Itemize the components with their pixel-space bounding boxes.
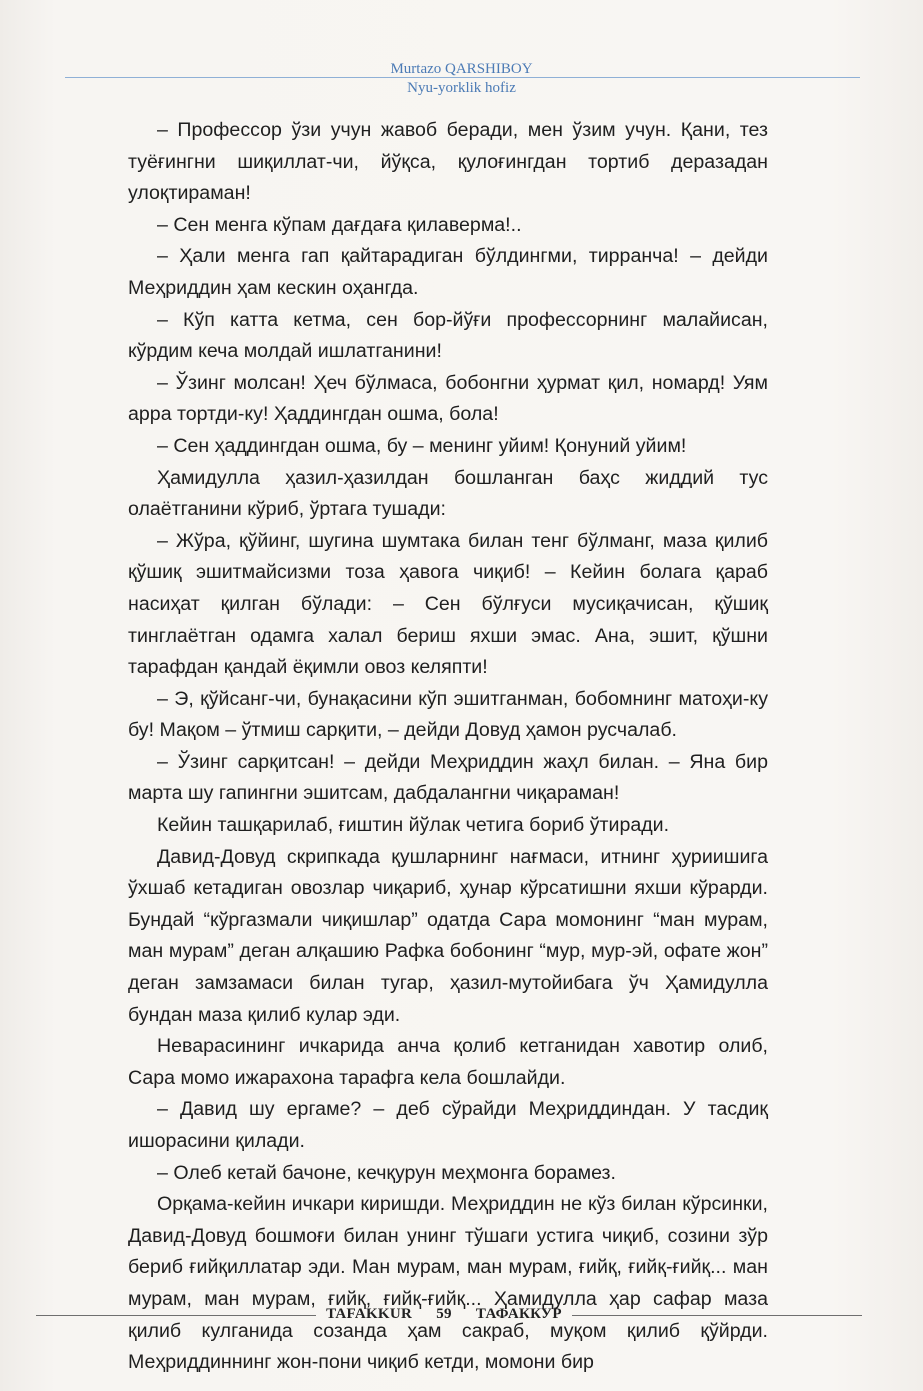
page-footer bbox=[0, 1303, 923, 1327]
paragraph: – Давид шу ергаме? – деб сўрайди Меҳриддиндан. У тасдиқ ишорасини қилади. bbox=[128, 1098, 768, 1152]
footer-magazine-cyrillic: ТАФАККУР bbox=[475, 1306, 562, 1322]
header-rule bbox=[65, 77, 860, 78]
paragraph: – Ўзинг молсан! Ҳеч бўлмаса, бобонгни ҳурмат қил, номард! Уям арра тортди-ку! Ҳаддингдан ошма, бола! bbox=[128, 371, 768, 426]
paragraph: – Олеб кетай бачоне, кечқурун меҳмонга борамез. bbox=[157, 1161, 616, 1184]
paragraph: – Ҳали менга гап қайтарадиган бўлдингми, тирранча! – дейди Меҳриддин ҳам кескин оҳангда. bbox=[128, 245, 768, 299]
paragraph: – Сен менга кўпам дағдаға қилаверма!.. bbox=[157, 213, 522, 236]
paragraph: – Э, қўйсанг-чи, бунақасини кўп эшитганман, бобомнинг матоҳи-ку бу! Мақом – ўтмиш сарқити, – дейди Довуд ҳамон русчалаб. bbox=[128, 687, 768, 742]
paragraph: – Сен ҳаддингдан ошма, бу – менинг уйим! Қонуний уйим! bbox=[157, 434, 687, 457]
paragraph: – Кўп катта кетма, сен бор-йўғи профессорнинг малайисан, кўрдим кеча молдай ишлатганини! bbox=[128, 308, 768, 363]
paragraph: Кейин ташқарилаб, ғиштин йўлак четига бориб ўтиради. bbox=[157, 814, 670, 837]
running-head-author: Murtazo QARSHIBOY bbox=[390, 61, 533, 77]
footer-label bbox=[316, 1306, 572, 1323]
paragraph: Ҳамидулла ҳазил-ҳазилдан бошланган баҳс жиддий тус олаётганини кўриб, ўртага тушади: bbox=[128, 466, 768, 521]
paragraph: Неварасининг ичкарида анча қолиб кетганидан хавотир олиб, Сара момо ижарахона тарафга кела бошлайди. bbox=[128, 1035, 768, 1089]
paragraph: – Ўзинг сарқитсан! – дейди Меҳриддин жаҳл билан. – Яна бир марта шу гапингни эшитсам, дабдалангни чиқараман! bbox=[128, 750, 768, 805]
footer-magazine-latin: TAFAKKUR bbox=[326, 1306, 413, 1322]
page-number: 59 bbox=[436, 1306, 452, 1322]
paragraph: Давид-Довуд скрипкада қушларнинг нағмаси, итнинг ҳуриишига ўхшаб кетадиган овозлар чиқариб, ҳунар кўрсатишни яхши кўрарди. Бундай “кўргазмали чиқишлар” одатда Сара момонинг “ман мурам, ман мурам” деган алқашию Рафка бобонинг “мур, мур-эй, офате жон” деган замзамаси билан тугар, ҳазил-мутойибага ўч Ҳамидулла бундан маза қилиб кулар эди. bbox=[128, 845, 768, 1026]
running-head-title: Nyu-yorklik hofiz bbox=[407, 80, 516, 96]
footer-rule-left bbox=[36, 1315, 316, 1316]
paragraph: – Жўра, қўйинг, шугина шумтака билан тенг бўлманг, маза қилиб қўшиқ эшитмайсизми тоза ҳавога чиқиб! – Кейин болага қараб насиҳат қилган бўлади: – Сен бўлғуси мусиқачисан, қўшиқ тинглаётган одамга халал бериш яхши эмас. Ана, эшит, қўшни тарафдан қандай ёқимли овоз келяпти! bbox=[128, 529, 768, 679]
body-text bbox=[128, 115, 768, 1379]
footer-rule-right bbox=[572, 1315, 862, 1316]
paragraph: Орқама-кейин ичкари киришди. Меҳриддин не кўз билан кўрсинки, Давид-Довуд бошмоғи билан унинг тўшаги устига чиқиб, созини зўр бериб ғийқиллатар эди. Ман мурам, ман мурам, ғийқ, ғийқ-ғийқ... ман мурам, ман мурам, ғийқ, ғийқ-ғийқ... Ҳамидулла ҳар сафар маза қилиб кулганида созанда ҳам сакраб, муқом қилиб қўйрди. Меҳриддиннинг жон-пони чиқиб кетди, момони бир bbox=[128, 1193, 768, 1374]
paragraph: – Профессор ўзи учун жавоб беради, мен ўзим учун. Қани, тез туёғингни шиқиллат-чи, йўқса, қулоғингдан тортиб деразадан улоқтираман! bbox=[128, 119, 768, 205]
